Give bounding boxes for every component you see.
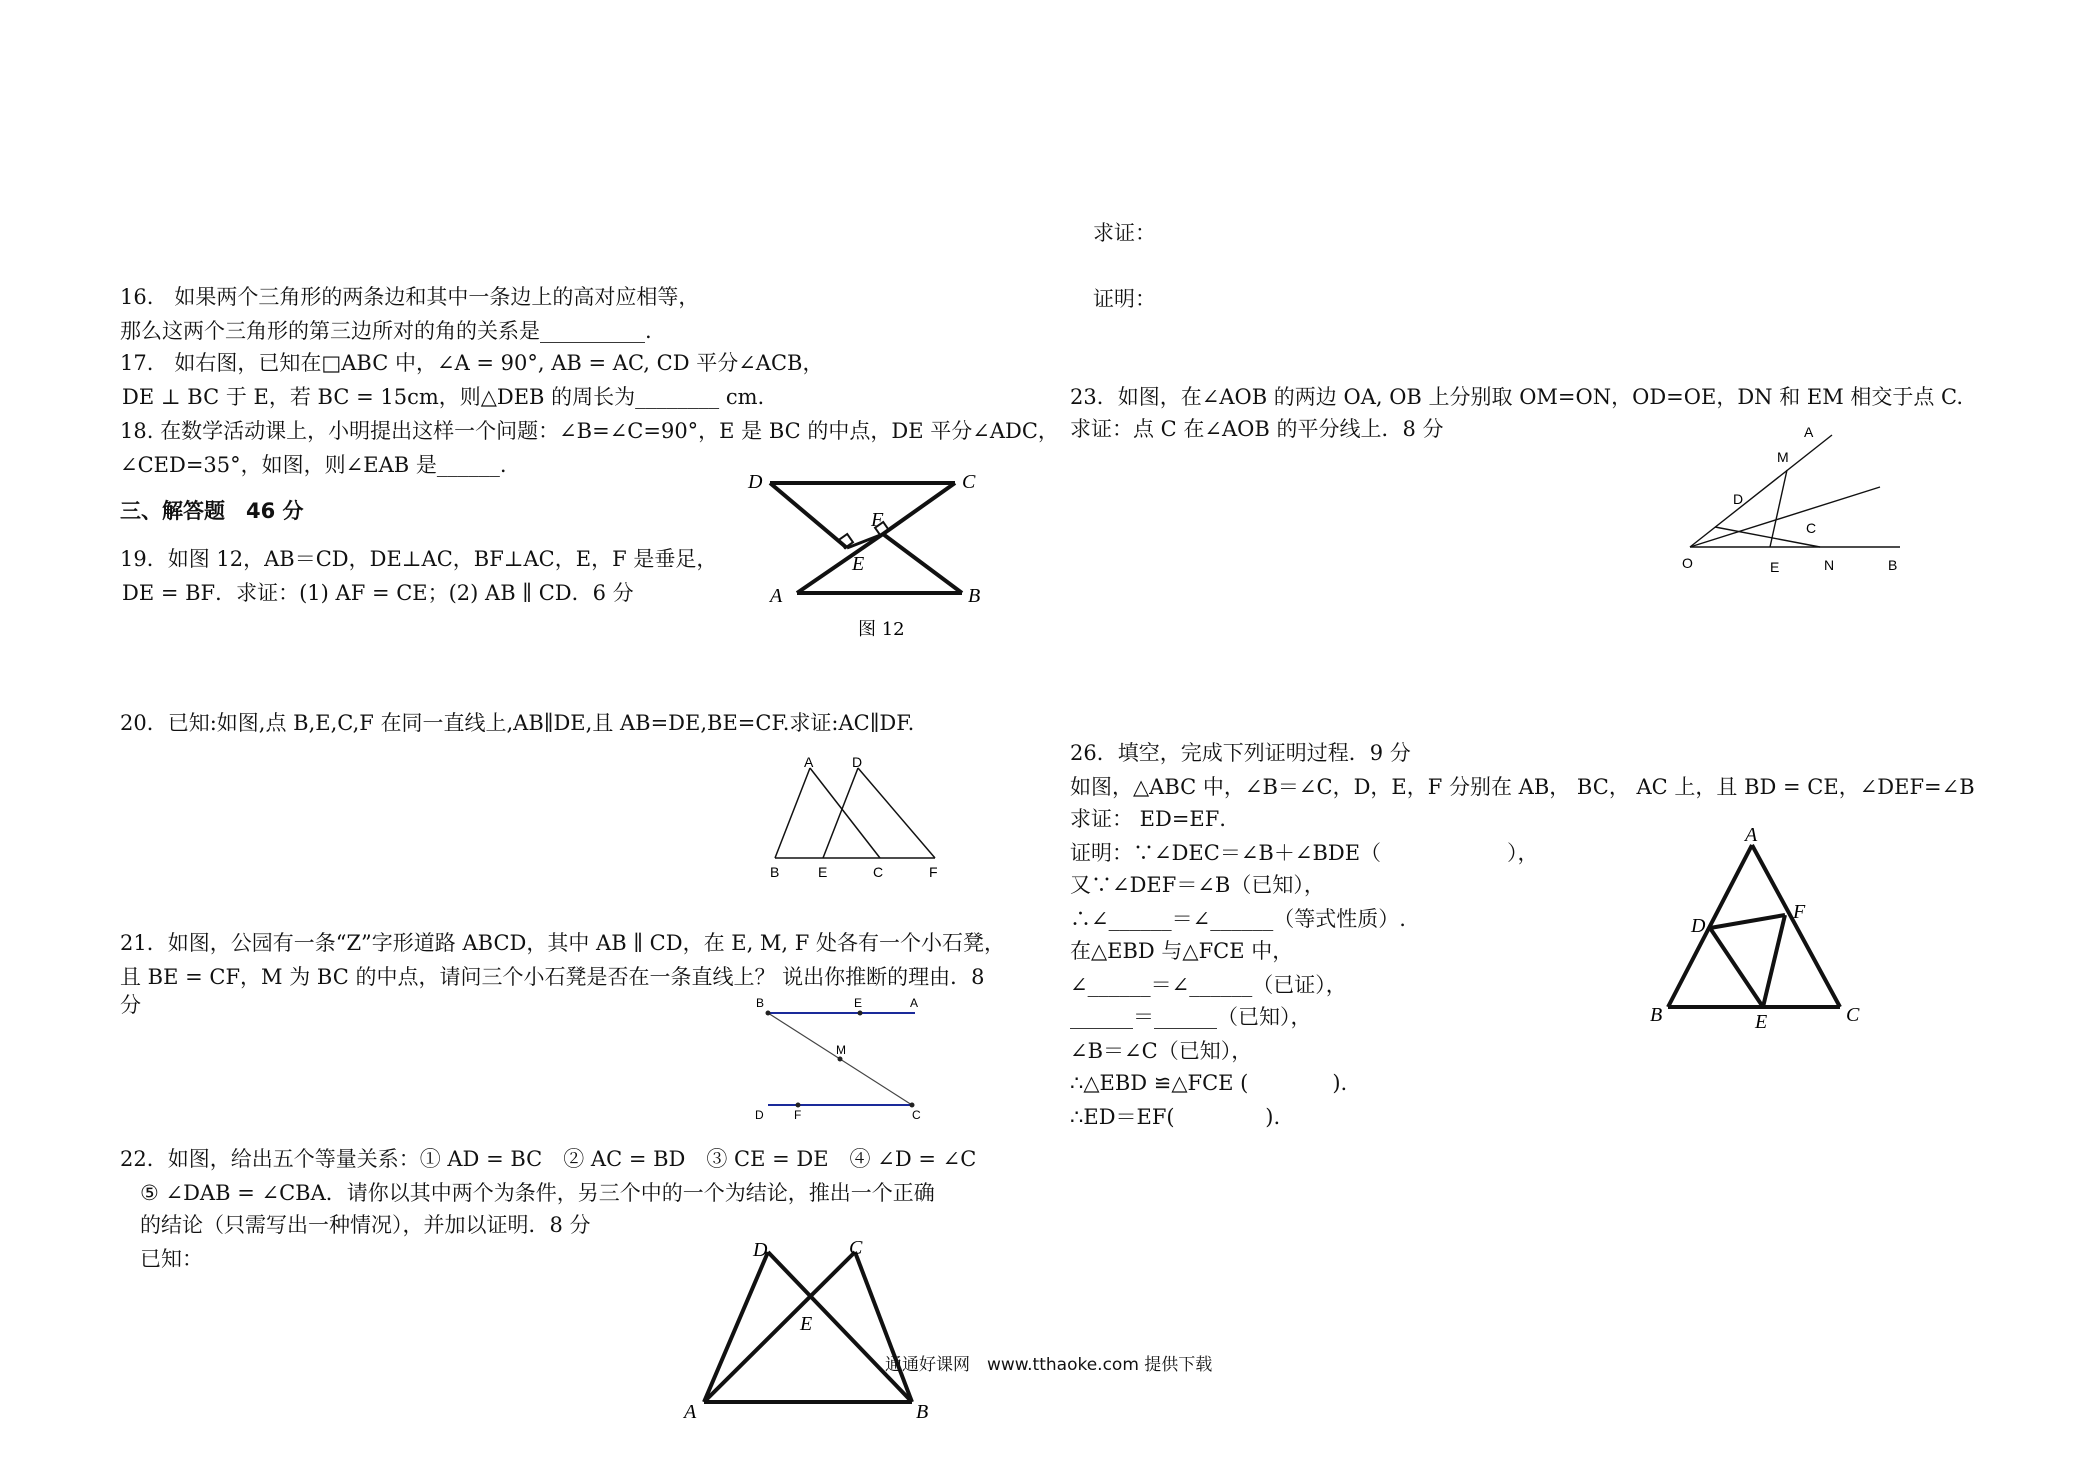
q23-label-A: A xyxy=(1804,424,1814,440)
footer-credit: 通通好课网 www.tthaoke.com 提供下载 xyxy=(885,1355,1213,1375)
q21-line2: 且 BE = CF，M 为 BC 的中点，请问三个小石凳是否在一条直线上？ 说出你推断的理由．8 xyxy=(120,965,985,989)
q20-label-B: B xyxy=(770,864,780,880)
proof-label: 证明： xyxy=(1093,287,1156,311)
q26-line3: 求证： ED=EF． xyxy=(1070,807,1241,831)
q19-label-C: C xyxy=(962,471,976,493)
q22-label-B: B xyxy=(916,1401,929,1423)
q26-label-E: E xyxy=(1755,1011,1768,1033)
q20-label-A: A xyxy=(804,754,814,770)
q19-label-F: F xyxy=(871,509,884,531)
q21-line1: 21．如图，公园有一条“Z”字形道路 ABCD，其中 AB ∥ CD，在 E, M, F 处各有一个小石凳， xyxy=(120,931,1006,955)
q22-line4: 已知： xyxy=(140,1247,203,1271)
q26-line10: ∠B＝∠C（已知）， xyxy=(1070,1039,1253,1063)
q26-line11: ∴△EBD ≌△FCE ( ). xyxy=(1070,1071,1348,1095)
q26-label-C: C xyxy=(1846,1004,1860,1026)
q21-label-E: E xyxy=(854,996,863,1010)
q22-line2: ⑤ ∠DAB = ∠CBA．请你以其中两个为条件，另三个中的一个为结论，推出一个正确 xyxy=(140,1181,935,1205)
q26-figure xyxy=(1640,825,1870,1035)
q22-line3: 的结论（只需写出一种情况），并加以证明．8 分 xyxy=(140,1213,591,1237)
q26-line8: ∠______＝∠______（已证）， xyxy=(1070,973,1347,997)
q21-label-A: A xyxy=(910,996,919,1010)
q20-line1: 20．已知:如图,点 B,E,C,F 在同一直线上,AB∥DE,且 AB=DE,BE=CF.求证:AC∥DF. xyxy=(120,711,915,735)
q17-line1: 17. 如右图，已知在□ABC 中，∠A = 90°, AB = AC, CD 平分∠ACB， xyxy=(120,351,824,375)
q19-figure-caption: 图 12 xyxy=(858,619,905,640)
q26-line6: ∴∠______＝∠______（等式性质）. xyxy=(1070,907,1406,931)
q21-line3: 分 xyxy=(120,993,141,1017)
q19-label-E: E xyxy=(852,553,865,575)
q23-label-C: C xyxy=(1806,520,1817,536)
q26-line2: 如图，△ABC 中，∠B＝∠C，D，E，F 分别在 AB， BC， AC 上，且 BD = CE，∠DEF=∠B xyxy=(1070,775,1975,799)
q19-label-A: A xyxy=(770,585,783,607)
q26-line7: 在△EBD 与△FCE 中， xyxy=(1070,939,1294,963)
q16-line2: 那么这两个三角形的第三边所对的角的关系是__________. xyxy=(120,319,652,343)
prove-label: 求证： xyxy=(1093,221,1156,245)
q23-label-B: B xyxy=(1888,557,1898,573)
q26-label-A: A xyxy=(1745,824,1758,846)
q19-line2: DE = BF．求证：(1) AF = CE；(2) AB ∥ CD．6 分 xyxy=(122,581,634,605)
q17-line2: DE ⊥ BC 于 E，若 BC = 15cm，则△DEB 的周长为________ cm. xyxy=(122,385,765,409)
q22-label-A: A xyxy=(684,1401,697,1423)
q23-label-M: M xyxy=(1777,449,1789,465)
q20-label-C: C xyxy=(873,864,884,880)
q26-label-B: B xyxy=(1650,1004,1663,1026)
q21-label-B: B xyxy=(756,996,765,1010)
q21-figure xyxy=(750,995,940,1125)
q23-label-N: N xyxy=(1824,557,1835,573)
q23-line2: 求证：点 C 在∠AOB 的平分线上．8 分 xyxy=(1070,417,1444,441)
q22-line1: 22．如图，给出五个等量关系：① AD = BC ② AC = BD ③ CE = DE ④ ∠D = ∠C xyxy=(120,1147,977,1171)
q18-line2: ∠CED=35°，如图，则∠EAB 是______. xyxy=(120,453,507,477)
q26-line12: ∴ED＝EF( ). xyxy=(1070,1105,1281,1129)
q19-label-D: D xyxy=(748,471,763,493)
q18-line1: 18. 在数学活动课上，小明提出这样一个问题：∠B=∠C=90°，E 是 BC 的中点，DE 平分∠ADC， xyxy=(120,419,1059,443)
q21-label-D: D xyxy=(755,1108,764,1122)
q23-label-D: D xyxy=(1733,491,1744,507)
q23-line1: 23．如图，在∠AOB 的两边 OA, OB 上分别取 OM=ON，OD=OE，DN 和 EM 相交于点 C. xyxy=(1070,385,1964,409)
q22-label-D: D xyxy=(753,1239,768,1261)
q22-figure xyxy=(680,1237,950,1440)
q20-label-E: E xyxy=(818,864,828,880)
q26-line5: 又∵∠DEF＝∠B（已知）， xyxy=(1070,873,1325,897)
q19-figure xyxy=(740,470,1000,650)
q26-label-F: F xyxy=(1793,901,1806,923)
q19-line1: 19．如图 12，AB＝CD，DE⊥AC，BF⊥AC，E，F 是垂足， xyxy=(120,547,718,571)
q22-label-C: C xyxy=(849,1237,863,1259)
q20-figure xyxy=(765,755,955,885)
q26-line9: ______＝______（已知）， xyxy=(1070,1005,1312,1029)
q21-label-F: F xyxy=(794,1108,802,1122)
q22-label-E: E xyxy=(800,1313,813,1335)
q20-label-D: D xyxy=(852,754,863,770)
q21-label-C: C xyxy=(912,1108,921,1122)
q23-label-O: O xyxy=(1682,555,1693,571)
q26-line4: 证明：∵∠DEC＝∠B＋∠BDE（ ）， xyxy=(1070,841,1539,865)
q16-line1: 16. 如果两个三角形的两条边和其中一条边上的高对应相等， xyxy=(120,285,700,309)
q21-label-M: M xyxy=(836,1043,846,1057)
section-3-heading: 三、解答题 46 分 xyxy=(120,499,304,523)
q23-figure xyxy=(1670,425,1910,585)
q26-line1: 26．填空，完成下列证明过程．9 分 xyxy=(1070,741,1411,765)
q20-label-F: F xyxy=(929,864,938,880)
q19-label-B: B xyxy=(968,585,981,607)
q26-label-D: D xyxy=(1691,915,1706,937)
q23-label-E: E xyxy=(1770,559,1780,575)
